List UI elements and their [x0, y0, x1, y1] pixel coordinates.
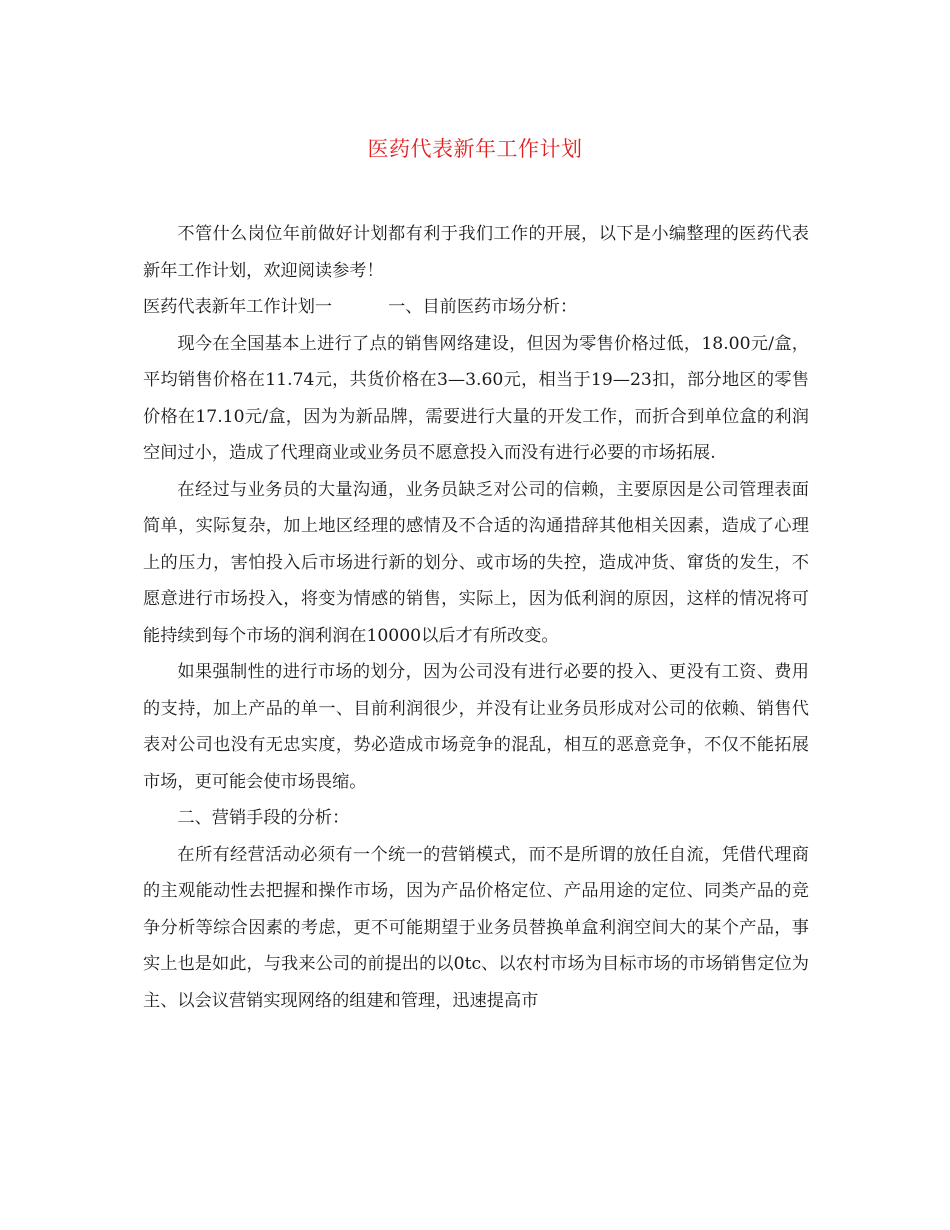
- section1-heading: 一、目前医药市场分析：: [388, 297, 578, 317]
- section2-heading: 二、营销手段的分析：: [177, 808, 350, 828]
- intro-paragraph: 不管什么岗位年前做好计划都有利于我们工作的开展，以下是小编整理的医药代表新年工作计划，欢迎阅读参考！: [143, 224, 809, 281]
- plan-heading: 医药代表新年工作计划一: [143, 297, 333, 317]
- section1-paragraph-3: 如果强制性的进行市场的划分，因为公司没有进行必要的投入、更没有工资、费用的支持，加上产品的单一、目前利润很少，并没有让业务员形成对公司的依赖、销售代表对公司也没有无忠实度，势必造成市场竞争的混乱，相互的恶意竞争，不仅不能拓展市场，更可能会使市场畏缩。: [143, 662, 809, 792]
- section2-paragraph-1: 在所有经营活动必须有一个统一的营销模式，而不是所谓的放任自流，凭借代理商的主观能动性去把握和操作市场，因为产品价格定位、产品用途的定位、同类产品的竞争分析等综合因素的考虑，更不可能期望于业务员替换单盒利润空间大的某个产品，事实上也是如此，与我来公司的前提出的以0tc、以农村市场为目标市场的市场销售定位为主、以会议营销实现网络的组建和管理，迅速提高市: [143, 844, 809, 1011]
- plan-heading-line: [143, 289, 809, 326]
- document-body: [143, 216, 809, 1019]
- section1-paragraph-2: 在经过与业务员的大量沟通，业务员缺乏对公司的信赖，主要原因是公司管理表面简单，实际复杂，加上地区经理的感情及不合适的沟通措辞其他相关因素，造成了心理上的压力，害怕投入后市场进行新的划分、或市场的失控，造成冲货、窜货的发生，不愿意进行市场投入，将变为情感的销售，实际上，因为低利润的原因，这样的情况将可能持续到每个市场的润利润在10000以后才有所改变。: [143, 479, 809, 646]
- document-title: 医药代表新年工作计划: [367, 137, 583, 161]
- section1-paragraph-1: 现今在全国基本上进行了点的销售网络建设，但因为零售价格过低，18.00元/盒，平均销售价格在11.74元，共货价格在3—3.60元，相当于19—23扣，部分地区的零售价格在17.10元/盒，因为为新品牌，需要进行大量的开发工作，而折合到单位盒的利润空间过小，造成了代理商业或业务员不愿意投入而没有进行必要的市场拓展.: [143, 333, 809, 463]
